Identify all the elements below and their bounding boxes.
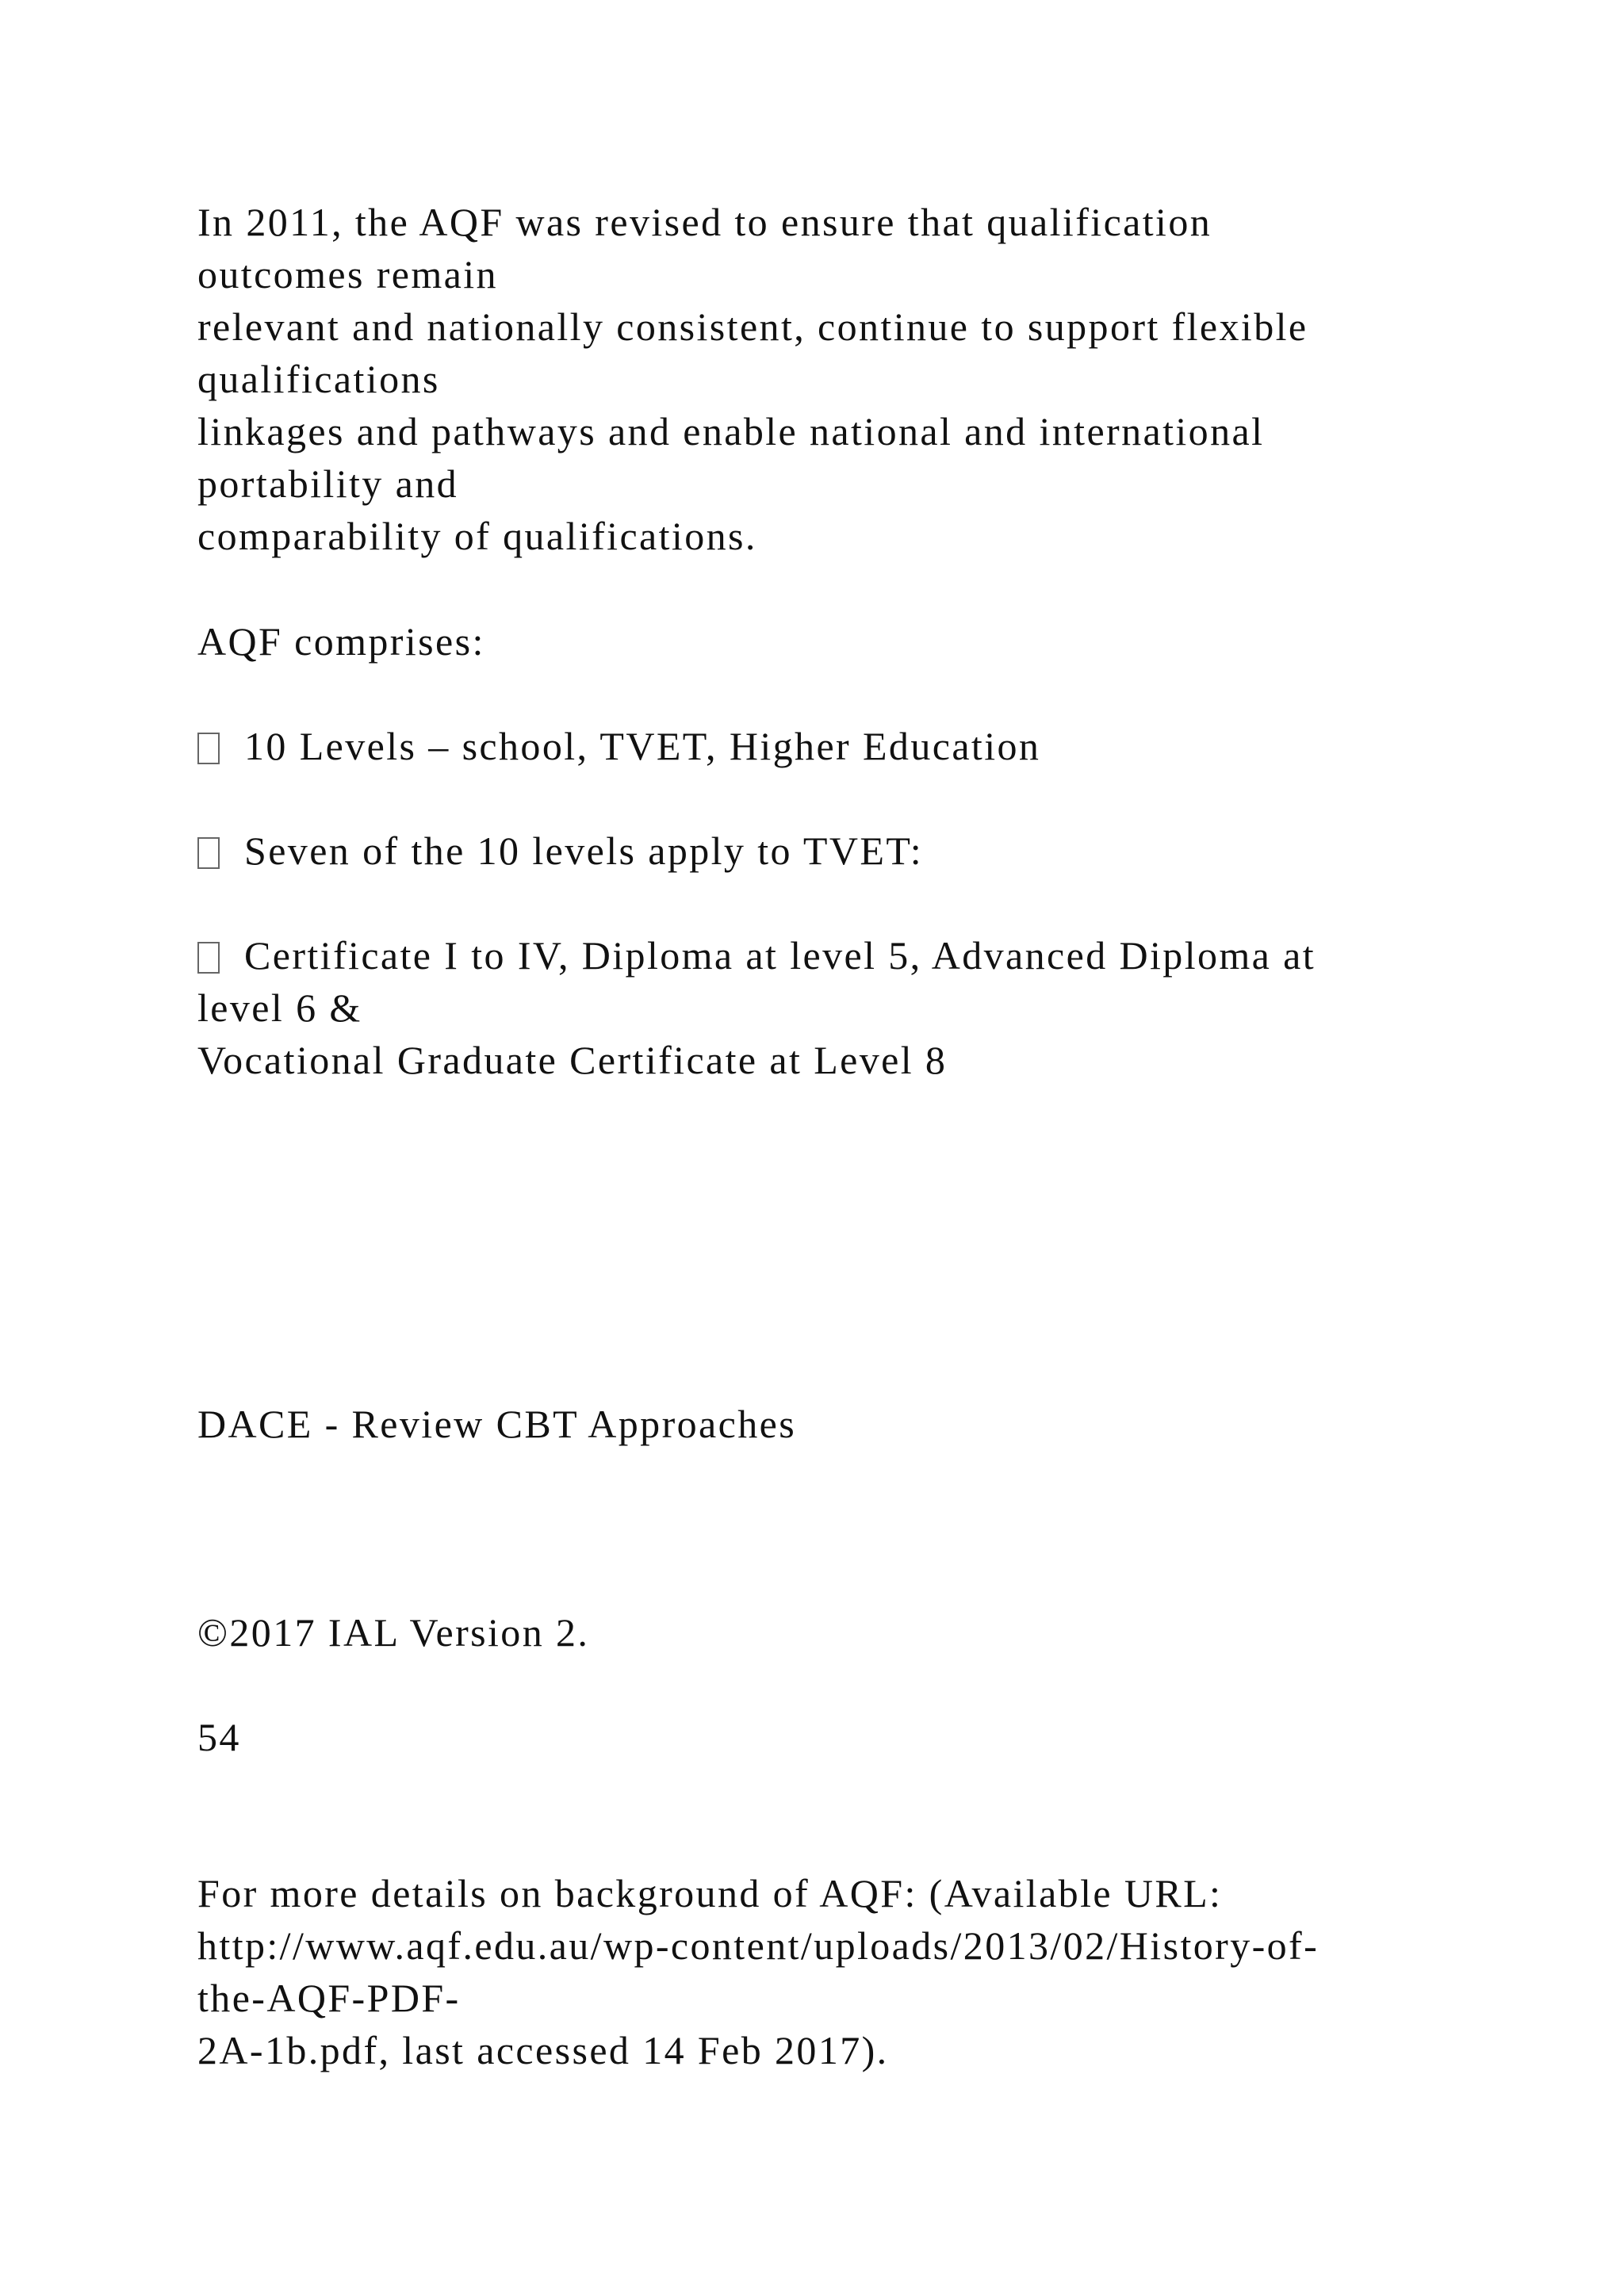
intro-line: comparability of qualifications. [197, 514, 757, 558]
comprises-heading: AQF comprises: [197, 619, 485, 664]
bullet-text: 10 Levels – school, TVET, Higher Education [244, 724, 1041, 768]
page-number: 54 [197, 1715, 241, 1759]
intro-line: In 2011, the AQF was revised to ensure that qualification [197, 200, 1212, 244]
intro-line: portability and [197, 461, 458, 506]
reference-line: For more details on background of AQF: (Available URL: [197, 1871, 1223, 1915]
bullet-text: Certificate I to IV, Diploma at level 5, Advanced Diploma at [244, 933, 1316, 978]
reference-line: http://www.aqf.edu.au/wp-content/uploads/2013/02/History-of- [197, 1923, 1320, 1968]
reference-line: 2A-1b.pdf, last accessed 14 Feb 2017). [197, 2028, 889, 2072]
intro-line: linkages and pathways and enable national and international [197, 409, 1265, 453]
intro-line: qualifications [197, 357, 440, 401]
bullet-item [197, 720, 1040, 772]
bullet-box-icon [197, 733, 220, 764]
bullet-box-icon [197, 942, 220, 974]
bullet-item [197, 825, 923, 877]
intro-line: outcomes remain [197, 252, 498, 297]
bullet-text: Seven of the 10 levels apply to TVET: [244, 828, 924, 873]
bullet-line [197, 929, 1316, 982]
bullet-box-icon [197, 837, 220, 869]
bullet-line: Vocational Graduate Certificate at Level 8 [197, 1038, 948, 1082]
intro-line: relevant and nationally consistent, continue to support flexible [197, 304, 1308, 349]
reference-line: the-AQF-PDF- [197, 1976, 461, 2020]
document-title: DACE - Review CBT Approaches [197, 1402, 797, 1446]
bullet-line: level 6 & [197, 985, 362, 1030]
copyright-notice: ©2017 IAL Version 2. [197, 1610, 590, 1655]
